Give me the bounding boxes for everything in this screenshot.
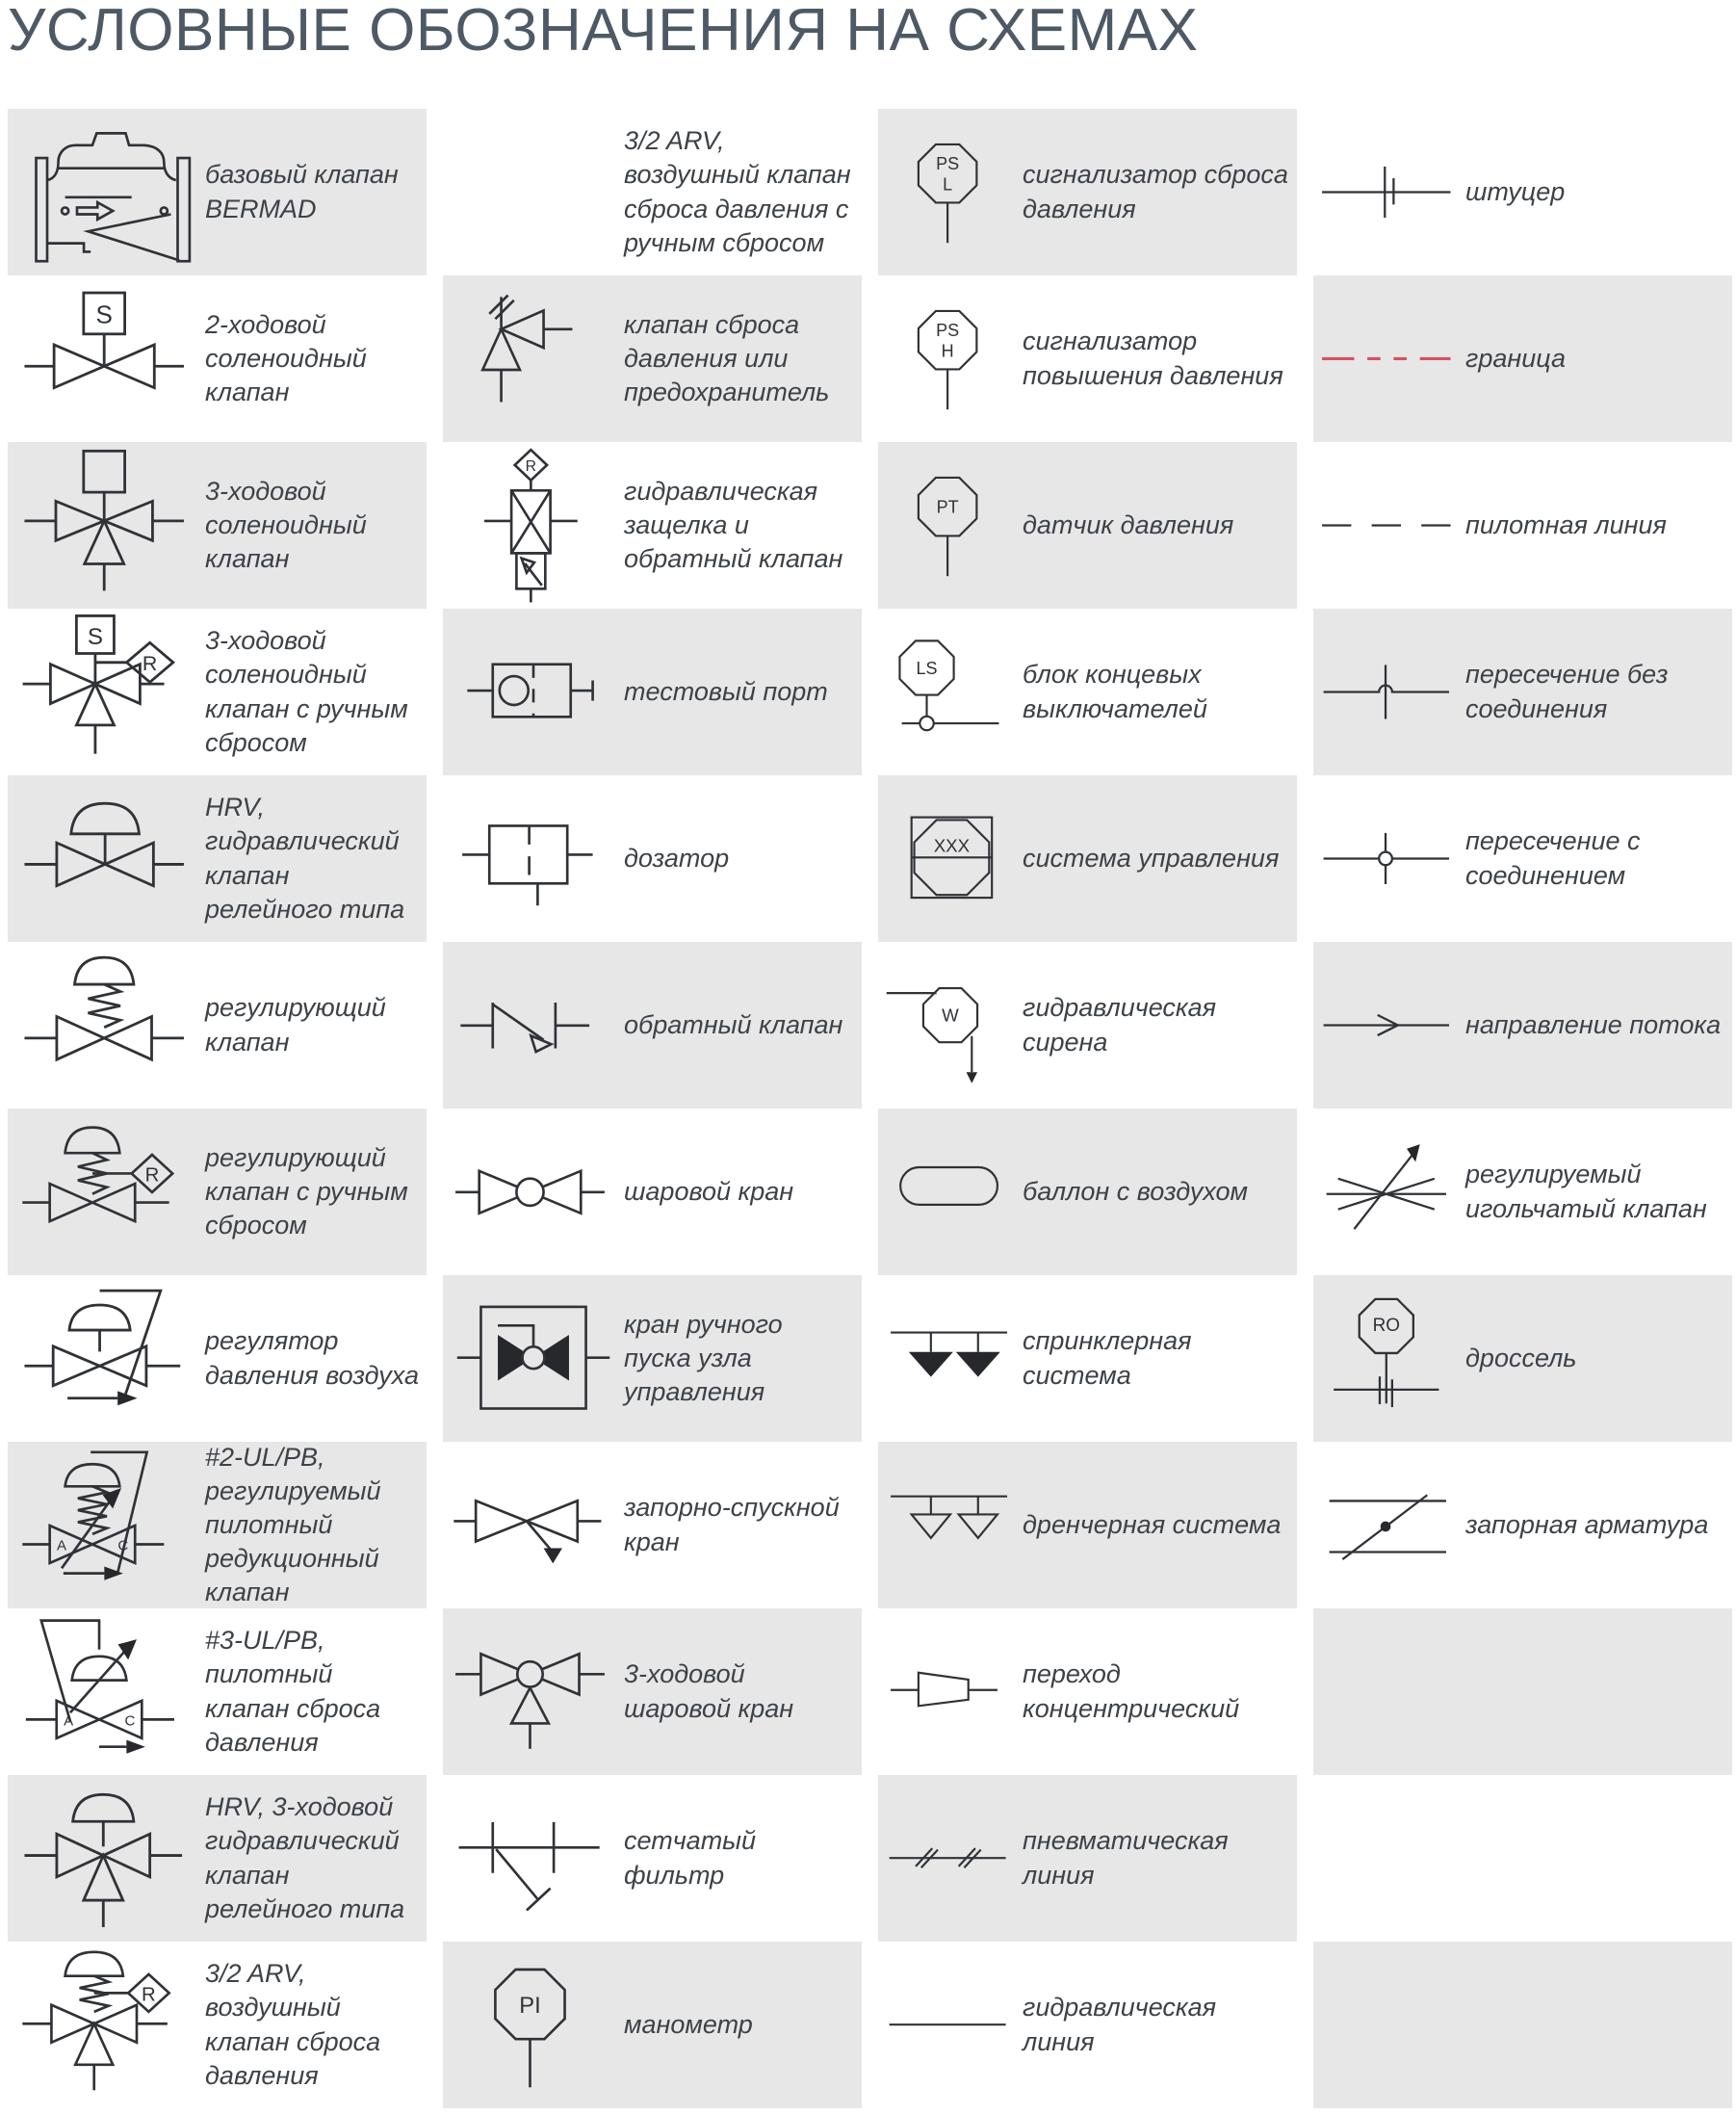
legend-label: 3-ходовой соленоидный клапан: [205, 476, 367, 574]
svg-text:XXX: XXX: [933, 835, 971, 856]
legend-cell: [443, 109, 862, 275]
manual-start-valve-icon: [443, 1275, 624, 1442]
svg-text:S: S: [87, 624, 103, 651]
svg-text:L: L: [943, 173, 953, 194]
legend-cell: [8, 609, 427, 775]
legend-cell: [443, 1942, 862, 2108]
legend-label: гидравлическая защелка и обратный клапан: [624, 476, 843, 574]
legend-cell: [878, 1775, 1297, 1942]
legend-cell: [8, 1775, 427, 1942]
legend-cell: [1313, 109, 1732, 275]
legend-cell: [8, 1109, 427, 1275]
control-valve-icon: [8, 942, 205, 1109]
crossing-no-connection-icon: [1313, 609, 1465, 775]
legend-cell: [1313, 1942, 1732, 2108]
legend-label: регулируемый игольчатый клапан: [1465, 1160, 1707, 1223]
dosing-unit-icon: [443, 775, 624, 942]
legend-label: баллон с воздухом: [1023, 1176, 1249, 1206]
svg-text:A: A: [56, 1538, 66, 1555]
legend-cell: [443, 442, 862, 609]
legend-label: #2-UL/PB, регулируемый пилотный редукционный клапан: [205, 1442, 381, 1607]
svg-text:LS: LS: [916, 658, 938, 678]
legend-label: 3-ходовой соленоидный клапан с ручным сбросом: [205, 626, 408, 757]
svg-text:RO: RO: [1372, 1316, 1401, 1337]
legend-label: дренчерная система: [1023, 1509, 1282, 1539]
solenoid-2way-valve-icon: [8, 275, 205, 442]
legend-column-4: [1313, 109, 1732, 2108]
legend-column-2: [443, 109, 862, 2108]
legend-label: HRV, гидравлический клапан релейного типа: [205, 793, 405, 924]
svg-text:PS: PS: [936, 320, 960, 340]
legend-cell: [8, 109, 427, 275]
legend-cell: [1313, 609, 1732, 775]
empty-cell: [1313, 1942, 1465, 2108]
legend-label: пересечение с соединением: [1465, 826, 1641, 890]
legend-label: регулирующий клапан: [205, 993, 386, 1057]
legend-label: обратный клапан: [624, 1009, 843, 1039]
legend-label: HRV, 3-ходовой гидравлический клапан релейного типа: [205, 1792, 405, 1923]
legend-cell: [443, 1775, 862, 1942]
legend-label: манометр: [624, 2009, 753, 2039]
legend-cell: [1313, 775, 1732, 942]
legend-cell: [1313, 1442, 1732, 1608]
pressure-transmitter-icon: [878, 442, 1023, 609]
svg-text:C: C: [123, 1712, 135, 1730]
legend-label: граница: [1465, 343, 1566, 373]
legend-cell: [1313, 1775, 1732, 1942]
svg-text:R: R: [525, 457, 537, 475]
air-cylinder-icon: [878, 1109, 1023, 1275]
hydraulic-siren-icon: [878, 942, 1023, 1109]
pressure-gauge-icon: [443, 1942, 624, 2108]
legend-label: пилотная линия: [1465, 509, 1667, 539]
sprinkler-system-icon: [878, 1275, 1023, 1442]
legend-cell: [878, 442, 1297, 609]
legend-label: система управления: [1023, 843, 1280, 873]
svg-text:S: S: [95, 300, 113, 329]
legend-cell: [443, 942, 862, 1109]
concentric-reducer-icon: [878, 1608, 1023, 1775]
legend-cell: [8, 1608, 427, 1775]
svg-text:W: W: [942, 1005, 959, 1026]
legend-label: регулятор давления воздуха: [205, 1326, 419, 1390]
empty-cell: [1313, 1608, 1465, 1775]
legend-label: пересечение без соединения: [1465, 660, 1669, 723]
ball-valve-icon: [443, 1109, 624, 1275]
svg-text:R: R: [144, 1164, 159, 1187]
legend-label: спринклерная система: [1023, 1326, 1192, 1390]
legend-label: гидравлическая сирена: [1023, 993, 1217, 1057]
legend-label: сигнализатор сброса давления: [1023, 160, 1288, 223]
legend-label: гидравлическая линия: [1023, 1993, 1217, 2056]
legend-cell: [1313, 442, 1732, 609]
legend-label: блок концевых выключателей: [1023, 660, 1207, 723]
svg-text:H: H: [941, 340, 954, 360]
svg-text:PS: PS: [936, 153, 960, 173]
relief-safety-valve-icon: [443, 275, 624, 442]
legend-label: 3/2 ARV, воздушный клапан сброса давления с ручным сбросом: [624, 126, 851, 257]
legend-cell: [878, 775, 1297, 942]
test-port-icon: [443, 609, 624, 775]
page-title: УСЛОВНЫЕ ОБОЗНАЧЕНИЯ НА СХЕМАХ: [8, 0, 1199, 64]
legend-cell: [878, 1442, 1297, 1608]
legend-cell: [443, 1275, 862, 1442]
empty-cell: [1313, 1775, 1465, 1942]
arv-32-manual-valve-icon: [443, 109, 624, 275]
legend-label: #3-UL/PB, пилотный клапан сброса давления: [205, 1626, 381, 1757]
arv-32-valve-icon: [8, 1942, 205, 2108]
legend-grid: [8, 109, 1732, 2108]
check-valve-icon: [443, 942, 624, 1109]
legend-cell: [443, 1109, 862, 1275]
throttle-icon: [1313, 1275, 1465, 1442]
legend-label: кран ручного пуска узла управления: [624, 1309, 783, 1407]
legend-cell: [878, 109, 1297, 275]
legend-cell: [8, 1942, 427, 2108]
legend-cell: [8, 442, 427, 609]
legend-label: клапан сброса давления или предохранитель: [624, 309, 830, 407]
legend-label: переход концентрический: [1023, 1659, 1240, 1723]
legend-cell: [443, 609, 862, 775]
svg-text:PT: PT: [936, 497, 959, 517]
legend-cell: [443, 275, 862, 442]
solenoid-3way-manual-valve-icon: [8, 609, 205, 775]
legend-cell: [878, 609, 1297, 775]
boundary-line-icon: [1313, 275, 1465, 442]
legend-cell: [8, 1275, 427, 1442]
hrv-3way-valve-icon: [8, 1775, 205, 1942]
legend-label: регулирующий клапан с ручным сбросом: [205, 1142, 408, 1240]
legend-label: запорно-спускной кран: [624, 1493, 840, 1556]
pressure-switch-low-icon: [878, 109, 1023, 275]
legend-cell: [878, 1608, 1297, 1775]
drencher-system-icon: [878, 1442, 1023, 1608]
legend-label: направление потока: [1465, 1009, 1722, 1039]
legend-label: запорная арматура: [1465, 1509, 1709, 1539]
legend-cell: [8, 275, 427, 442]
legend-cell: [1313, 1109, 1732, 1275]
legend-label: сигнализатор повышения давления: [1023, 326, 1283, 390]
pressure-switch-high-icon: [878, 275, 1023, 442]
legend-cell: [443, 1608, 862, 1775]
legend-cell: [8, 942, 427, 1109]
pilot-line-icon: [1313, 442, 1465, 609]
air-pressure-regulator-icon: [8, 1275, 205, 1442]
legend-label: датчик давления: [1023, 509, 1234, 539]
legend-cell: [1313, 275, 1732, 442]
limit-switch-block-icon: [878, 609, 1023, 775]
svg-text:C: C: [117, 1538, 128, 1555]
legend-cell: [878, 275, 1297, 442]
legend-cell: [443, 1442, 862, 1608]
legend-cell: [878, 1275, 1297, 1442]
legend-cell: [878, 1942, 1297, 2108]
bermad-valve-icon: [8, 109, 205, 275]
pneumatic-line-icon: [878, 1775, 1023, 1942]
svg-text:A: A: [63, 1712, 73, 1730]
legend-label: тестовый порт: [624, 676, 828, 706]
legend-label: сетчатый фильтр: [624, 1826, 757, 1890]
legend-cell: [878, 942, 1297, 1109]
legend-label: базовый клапан BERMAD: [205, 160, 399, 223]
svg-text:R: R: [142, 652, 157, 676]
legend-column-3: [878, 109, 1297, 2108]
shutoff-armature-icon: [1313, 1442, 1465, 1608]
shutoff-drain-valve-icon: [443, 1442, 624, 1608]
legend-label: дозатор: [624, 843, 730, 873]
svg-text:PI: PI: [519, 1993, 541, 2020]
legend-column-1: [8, 109, 427, 2108]
control-valve-manual-icon: [8, 1109, 205, 1275]
flow-direction-icon: [1313, 942, 1465, 1109]
fitting-icon: [1313, 109, 1465, 275]
legend-cell: [8, 1442, 427, 1608]
legend-cell: [8, 775, 427, 942]
legend-label: 3-ходовой шаровой кран: [624, 1659, 794, 1723]
hydraulic-line-icon: [878, 1942, 1023, 2108]
crossing-connection-icon: [1313, 775, 1465, 942]
legend-cell: [1313, 1608, 1732, 1775]
legend-label: штуцер: [1465, 176, 1566, 206]
legend-label: шаровой кран: [624, 1176, 794, 1206]
legend-label: дроссель: [1465, 1343, 1577, 1372]
svg-text:R: R: [141, 1984, 156, 2006]
hrv-relay-valve-icon: [8, 775, 205, 942]
hydraulic-latch-check-valve-icon: [443, 442, 624, 609]
ball-valve-3way-icon: [443, 1608, 624, 1775]
legend-label: 3/2 ARV, воздушный клапан сброса давления: [205, 1959, 381, 2090]
legend-cell: [1313, 942, 1732, 1109]
legend-cell: [1313, 1275, 1732, 1442]
legend-label: пневматическая линия: [1023, 1826, 1229, 1890]
needle-valve-icon: [1313, 1109, 1465, 1275]
pilot-reducing-valve-icon: [8, 1442, 205, 1608]
legend-cell: [878, 1109, 1297, 1275]
control-system-icon: [878, 775, 1023, 942]
pilot-relief-valve-icon: [8, 1608, 205, 1775]
legend-label: 2-ходовой соленоидный клапан: [205, 309, 367, 407]
strainer-icon: [443, 1775, 624, 1942]
legend-cell: [443, 775, 862, 942]
solenoid-3way-valve-icon: [8, 442, 205, 609]
